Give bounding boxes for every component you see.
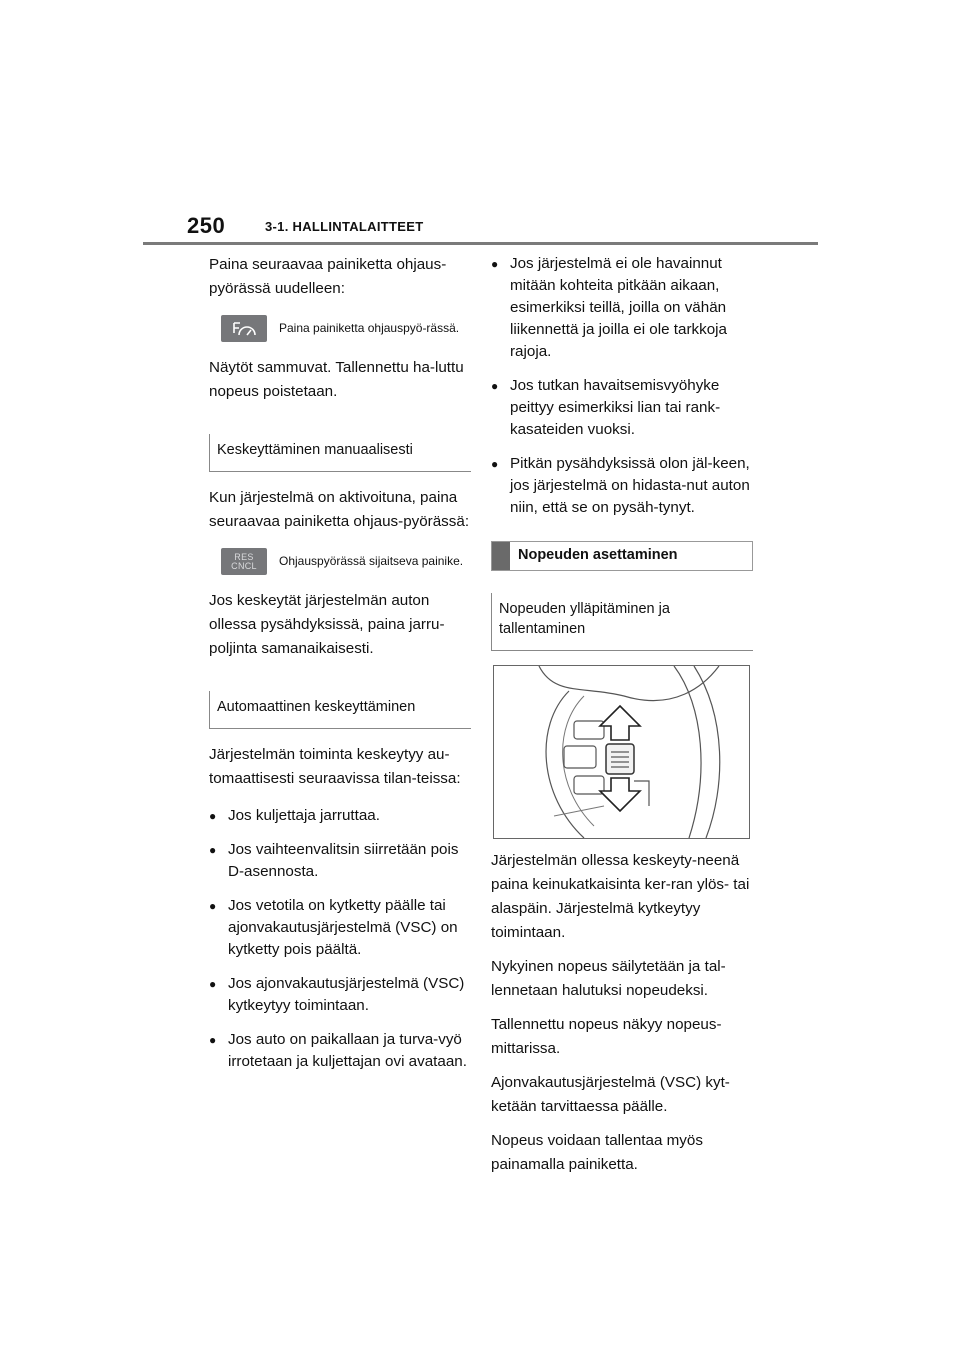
list-item: ● Jos vaihteenvalitsin siirretään pois D-asennosta.	[209, 839, 471, 883]
auto-heading: Automaattinen keskeyttäminen	[209, 691, 471, 729]
cncl-label: CNCL	[231, 560, 257, 571]
manual-text: Kun järjestelmä on aktivoituna, paina seuraavaa painiketta ohjaus-pyörässä:	[209, 489, 470, 530]
page-number: 250	[187, 213, 226, 238]
list-item: ● Pitkän pysähdyksissä olon jäl-keen, jos järjestelmä on hidasta-nut auton niin, että se on pysäh-tynyt.	[491, 453, 753, 519]
list-item: ● Jos kuljettaja jarruttaa.	[209, 805, 471, 827]
stop-text: Jos keskeytät järjestelmän auton ollessa pysähdyksissä, paina jarru-poljinta samanaikaisesti.	[209, 592, 445, 657]
paragraph: Järjestelmän ollessa keskeyty-neenä paina keinukatkaisinta ker-ran ylös- tai alaspäin. Järjestelmä kytkeytyy toimintaan.	[491, 852, 750, 941]
cruise-icon-caption: Paina painiketta ohjauspyö-rässä.	[279, 321, 460, 335]
speed-heading-label: Nopeuden asettaminen	[518, 547, 678, 563]
cruise-control-icon	[221, 315, 267, 342]
list-item: ● Jos tutkan havaitsemisvyöhyke peittyy esimerkiksi lian tai rank-kasateiden vuoksi.	[491, 375, 753, 441]
auto-text: Järjestelmän toiminta keskeytyy au-tomaattisesti seuraavissa tilan-teissa:	[209, 746, 461, 787]
res-label: RES	[234, 551, 254, 562]
manual-heading: Keskeyttäminen manuaalisesti	[209, 434, 471, 472]
header-rule	[143, 242, 818, 245]
heading-tab	[492, 542, 510, 570]
paragraph: Ajonvakautusjärjestelmä (VSC) kyt-ketään tarvittaessa päälle.	[491, 1074, 730, 1115]
list-item: ● Jos ajonvakautusjärjestelmä (VSC) kytkeytyy toimintaan.	[209, 973, 471, 1017]
list-item: ● Jos järjestelmä ei ole havainnut mitään kohteita pitkään aikaan, esimerkiksi teillä, joilla on vähän liikennettä ja joilla ei ole tarkkoja rajoja.	[491, 253, 753, 363]
steering-wheel-rocker-switch-illustration	[493, 665, 750, 839]
right-column	[491, 253, 753, 1187]
res-icon-row	[221, 548, 471, 575]
paragraph: Nopeus voidaan tallentaa myös painamalla painiketta.	[491, 1132, 703, 1173]
res-cncl-icon	[221, 548, 267, 575]
list-item: ● Jos auto on paikallaan ja turva-vyö irrotetaan ja kuljettajan ovi avataan.	[209, 1029, 471, 1073]
res-icon-caption: Ohjauspyörässä sijaitseva painike.	[279, 554, 464, 568]
paragraph: Nykyinen nopeus säilytetään ja tal-lennetaan halutuksi nopeudeksi.	[491, 958, 726, 999]
speed-setting-heading	[491, 541, 753, 571]
maintain-speed-heading: Nopeuden ylläpitäminen ja tallentaminen	[491, 593, 753, 651]
auto-cancel-list	[209, 805, 471, 1073]
intro-text: Paina seuraavaa painiketta ohjaus-pyörässä uudelleen:	[209, 256, 447, 297]
section-title: 3-1. HALLINTALAITTEET	[265, 219, 424, 234]
auto-cancel-list-continued	[491, 253, 753, 519]
left-column	[209, 253, 471, 1085]
cruise-icon-row	[221, 315, 471, 342]
list-item: ● Jos vetotila on kytketty päälle tai ajonvakautusjärjestelmä (VSC) on kytketty pois päältä.	[209, 895, 471, 961]
after-off-text: Näytöt sammuvat. Tallennettu ha-luttu nopeus poistetaan.	[209, 359, 464, 400]
paragraph: Tallennettu nopeus näkyy nopeus-mittarissa.	[491, 1016, 722, 1057]
